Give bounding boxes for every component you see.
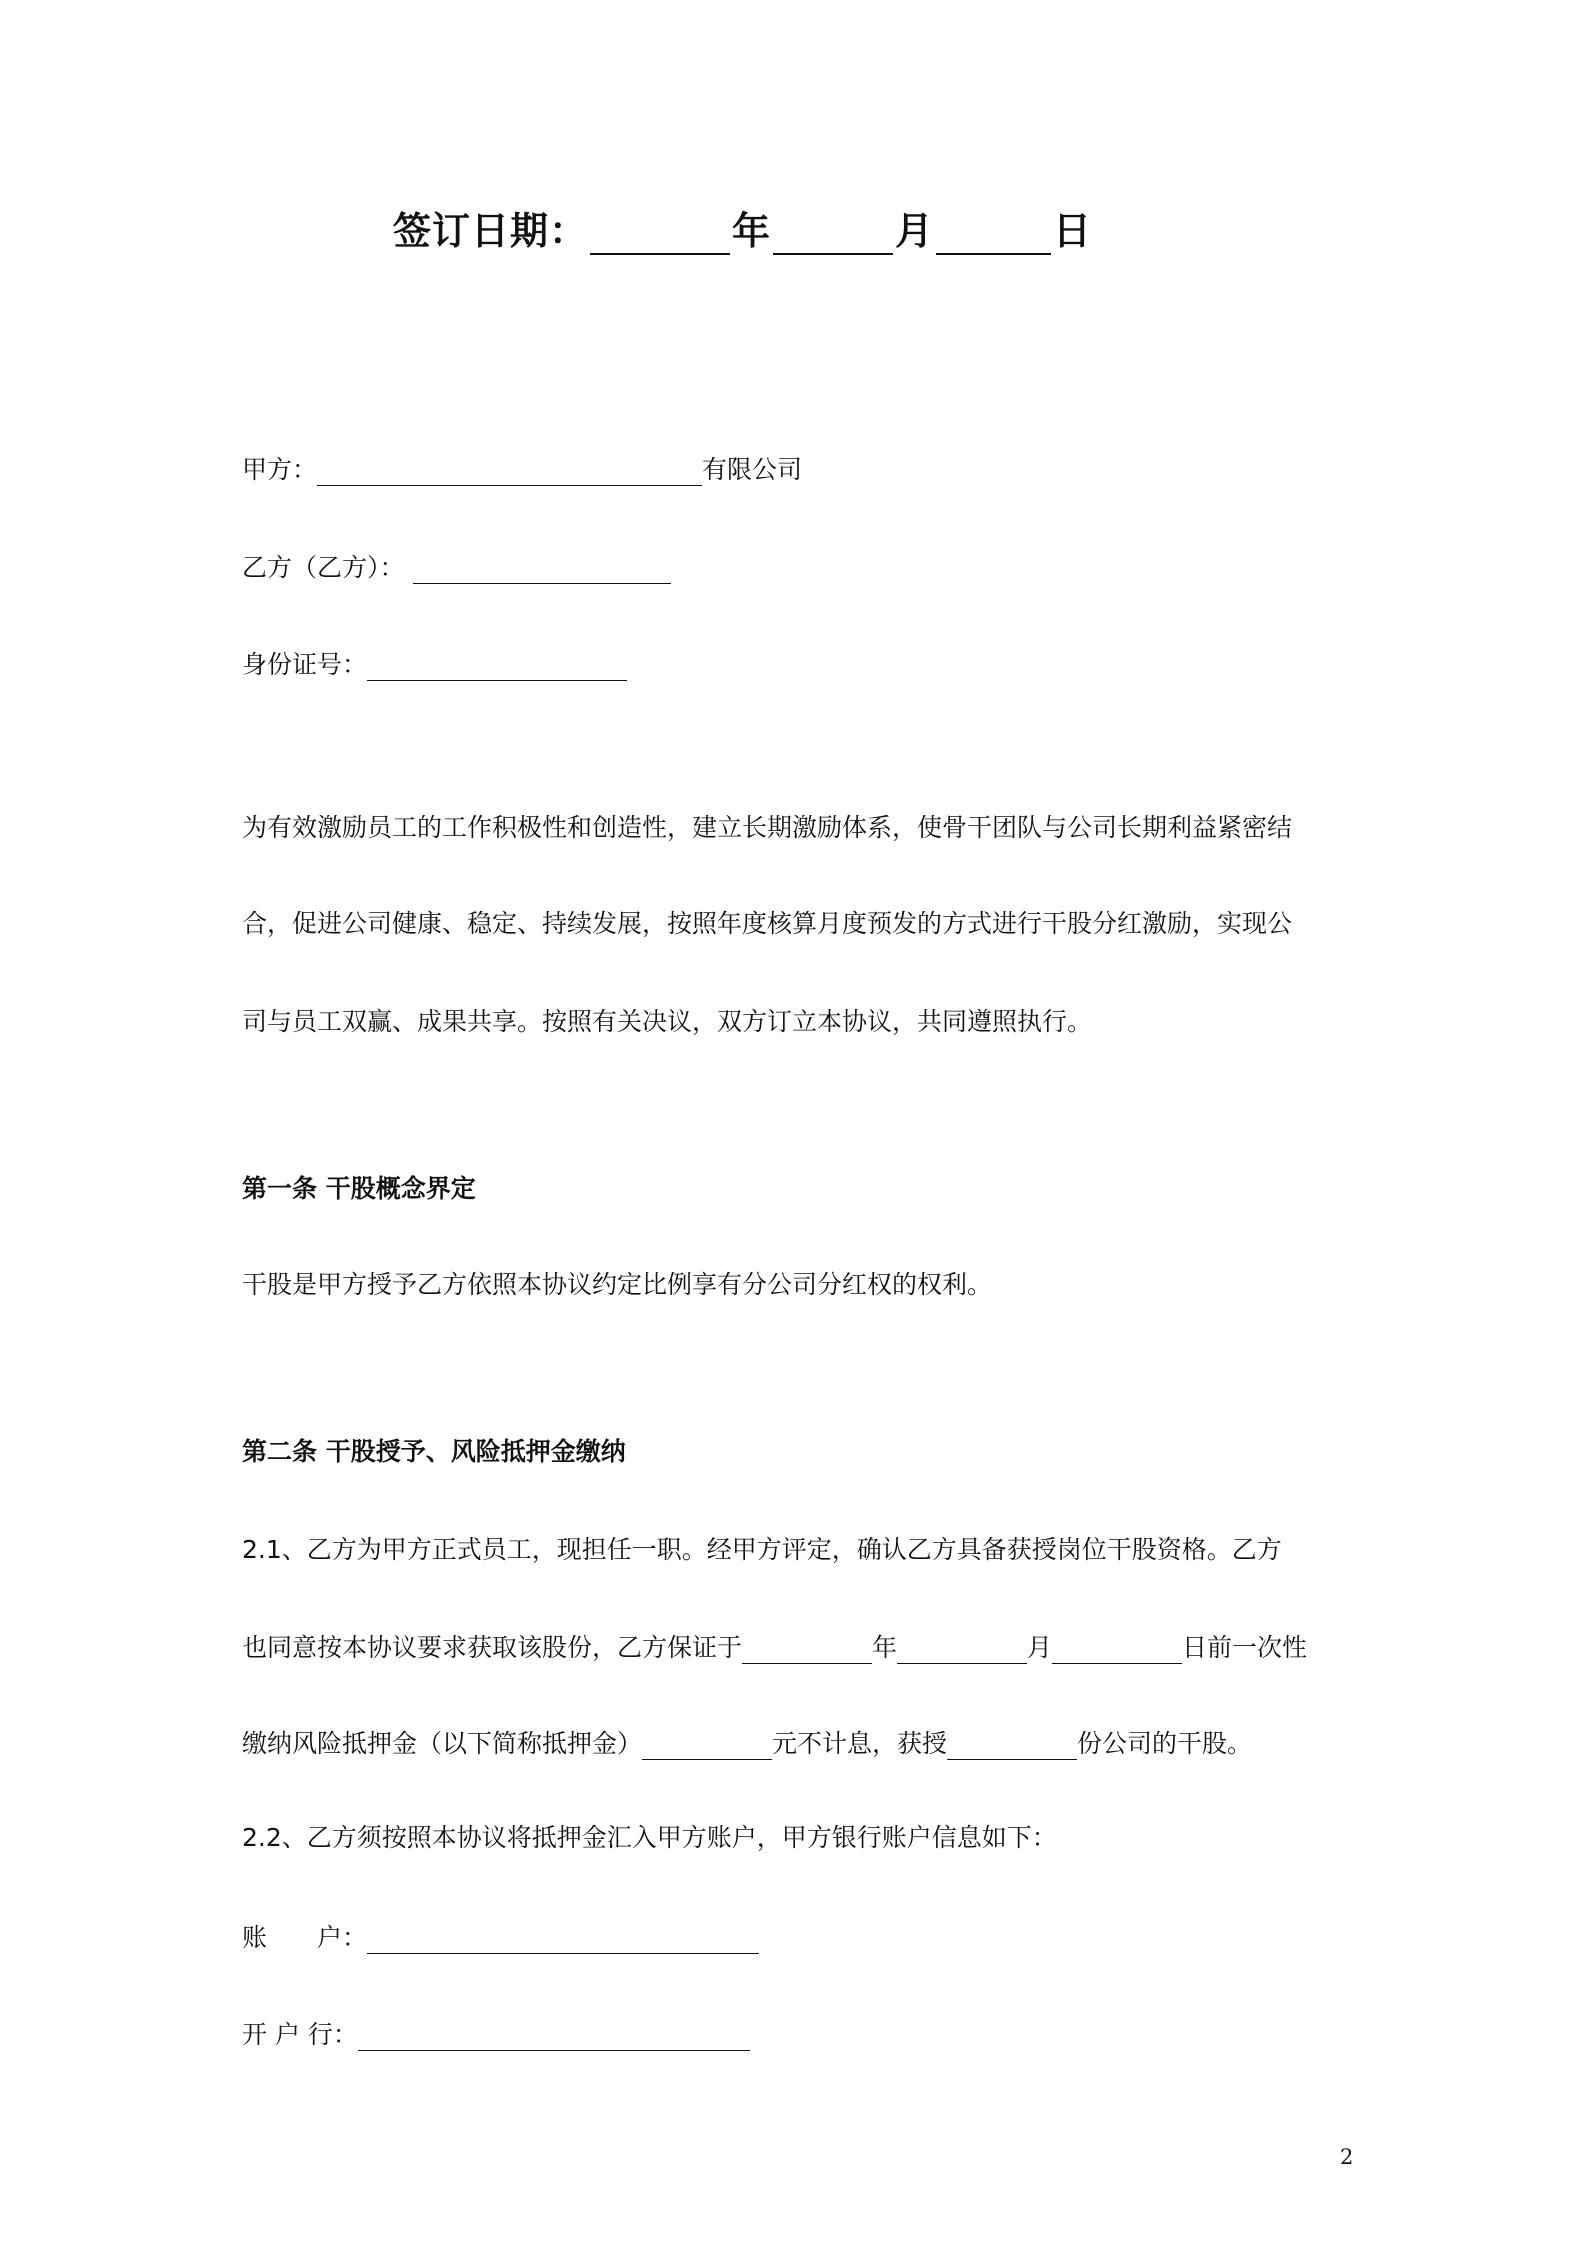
deposit-month-blank [897, 1637, 1027, 1664]
party-b-line [242, 548, 671, 584]
article-1-body: 干股是甲方授予乙方依照本协议约定比例享有分公司分红权的权利。 [242, 1270, 993, 1299]
deposit-day-blank [1052, 1637, 1182, 1664]
intro-line-1: 为有效激励员工的工作积极性和创造性，建立长期激励体系，使骨干团队与公司长期利益紧密结 [242, 813, 1293, 842]
clause-2-1-line-3-text-b: 元不计息，获授 [772, 1729, 948, 1758]
clause-2-1-line-3-text-c: 份公司的干股。 [1077, 1729, 1253, 1758]
party-a-suffix: 有限公司 [702, 455, 803, 484]
party-b-label: 乙方（乙方）： [242, 553, 405, 582]
party-b-blank [413, 557, 671, 584]
clause-2-1-line-2-text-b: 日前一次性 [1182, 1633, 1308, 1662]
account-blank [367, 1927, 759, 1954]
account-label: 账 户： [242, 1923, 368, 1952]
clause-2-1-line-2 [242, 1628, 1307, 1664]
article-2-heading: 第二条 干股授予、风险抵押金缴纳 [242, 1437, 626, 1466]
party-a-blank [317, 459, 702, 486]
deposit-year-label: 年 [872, 1633, 898, 1662]
day-label: 日 [1053, 209, 1093, 253]
year-label: 年 [732, 209, 772, 253]
intro-line-2: 合，促进公司健康、稳定、持续发展，按照年度核算月度预发的方式进行干股分红激励，实现公 [242, 909, 1293, 938]
id-number-line [242, 645, 627, 681]
intro-line-3: 司与员工双赢、成果共享。按照有关决议，双方订立本协议，共同遵照执行。 [242, 1007, 1093, 1036]
party-a-label: 甲方： [242, 455, 318, 484]
clause-2-1-line-3-text-a: 缴纳风险抵押金（以下简称抵押金） [242, 1729, 643, 1758]
month-blank [773, 217, 893, 255]
bank-line [242, 2015, 750, 2051]
signing-date-title [393, 200, 1092, 255]
deposit-amount-blank [642, 1733, 772, 1760]
bank-blank [358, 2024, 750, 2051]
page-number: 2 [1340, 2145, 1354, 2169]
year-blank [590, 217, 730, 255]
id-number-blank [367, 654, 627, 681]
clause-2-1-line-1: 2.1、乙方为甲方正式员工，现担任一职。经甲方评定，确认乙方具备获授岗位干股资格。乙方 [242, 1535, 1282, 1564]
clause-2-1-line-3 [242, 1724, 1252, 1760]
clause-2-1-line-2-text-a: 也同意按本协议要求获取该股份，乙方保证于 [242, 1633, 743, 1662]
day-blank [936, 217, 1051, 255]
article-1-heading: 第一条 干股概念界定 [242, 1174, 476, 1203]
month-label: 月 [895, 209, 935, 253]
bank-label: 开 户 行： [242, 2020, 358, 2049]
deposit-month-label: 月 [1027, 1633, 1053, 1662]
party-a-line [242, 450, 802, 486]
deposit-year-blank [742, 1637, 872, 1664]
account-line [242, 1918, 759, 1954]
share-count-blank [947, 1733, 1077, 1760]
id-number-label: 身份证号： [242, 650, 368, 679]
signing-date-label: 签订日期： [393, 209, 589, 253]
clause-2-2: 2.2、乙方须按照本协议将抵押金汇入甲方账户，甲方银行账户信息如下： [242, 1823, 1057, 1852]
